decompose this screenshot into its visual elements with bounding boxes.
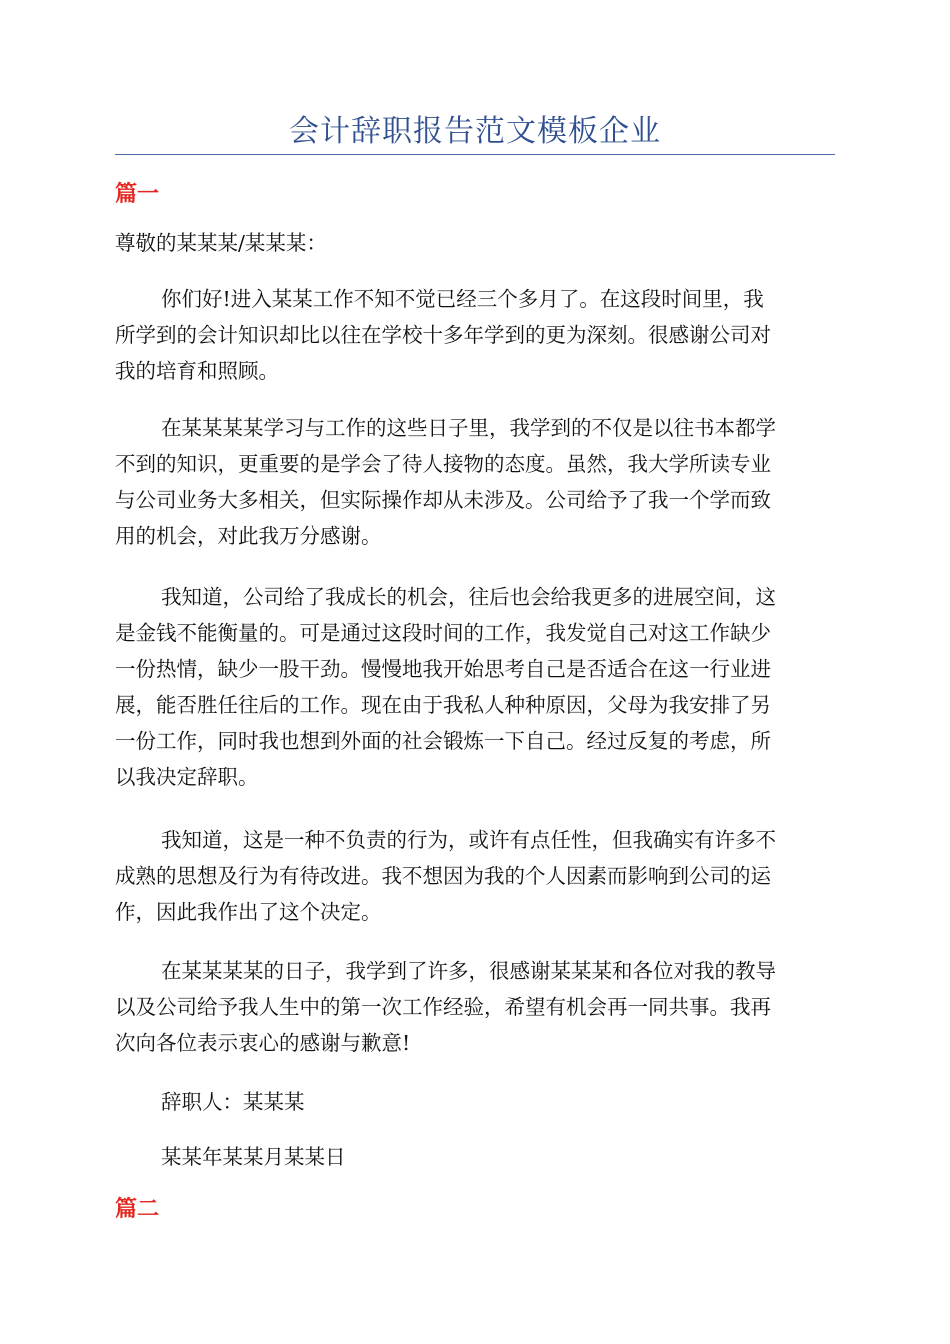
paragraph-4	[115, 822, 835, 930]
paragraph-line: 展，能否胜任往后的工作。现在由于我私人种种原因，父母为我安排了另	[115, 693, 771, 717]
paragraph-line: 在某某某某的日子，我学到了许多，很感谢某某某和各位对我的教导	[161, 959, 776, 983]
paragraph-line: 我的培育和照顾。	[115, 359, 279, 383]
paragraph-1	[115, 281, 835, 389]
paragraph-line: 不到的知识，更重要的是学会了待人接物的态度。虽然，我大学所读专业	[115, 452, 771, 476]
paragraph-line: 与公司业务大多相关，但实际操作却从未涉及。公司给予了我一个学而致	[115, 488, 771, 512]
section-heading-1: 篇一	[115, 182, 160, 207]
paragraph-line: 次向各位表示衷心的感谢与歉意!	[115, 1031, 411, 1055]
paragraph-line: 你们好!进入某某工作不知不觉已经三个多月了。在这段时间里，我	[161, 287, 764, 311]
paragraph-3	[115, 579, 835, 795]
section-heading-2: 篇二	[115, 1197, 160, 1222]
signature-line: 辞职人：某某某	[161, 1090, 305, 1114]
paragraph-5	[115, 953, 835, 1061]
paragraph-line: 成熟的思想及行为有待改进。我不想因为我的个人因素而影响到公司的运	[115, 864, 771, 888]
paragraph-line: 作，因此我作出了这个决定。	[115, 900, 382, 924]
paragraph-line: 一份热情，缺少一股干劲。慢慢地我开始思考自己是否适合在这一行业进	[115, 657, 771, 681]
paragraph-line: 在某某某某学习与工作的这些日子里，我学到的不仅是以往书本都学	[161, 416, 776, 440]
greeting-line: 尊敬的某某某/某某某：	[115, 231, 327, 255]
paragraph-2	[115, 410, 835, 554]
paragraph-line: 用的机会，对此我万分感谢。	[115, 524, 382, 548]
paragraph-line: 所学到的会计知识却比以往在学校十多年学到的更为深刻。很感谢公司对	[115, 323, 771, 347]
paragraph-line: 是金钱不能衡量的。可是通过这段时间的工作，我发觉自己对这工作缺少	[115, 621, 771, 645]
paragraph-line: 我知道，这是一种不负责的行为，或许有点任性，但我确实有许多不	[161, 828, 776, 852]
paragraph-line: 我知道，公司给了我成长的机会，往后也会给我更多的进展空间，这	[161, 585, 776, 609]
paragraph-line: 以及公司给予我人生中的第一次工作经验，希望有机会再一同共事。我再	[115, 995, 771, 1019]
date-line: 某某年某某月某某日	[161, 1145, 346, 1169]
document-title: 会计辞职报告范文模板企业	[289, 114, 661, 149]
paragraph-line: 以我决定辞职。	[115, 765, 259, 789]
paragraph-line: 一份工作，同时我也想到外面的社会锻炼一下自己。经过反复的考虑，所	[115, 729, 771, 753]
title-underline	[115, 154, 835, 155]
